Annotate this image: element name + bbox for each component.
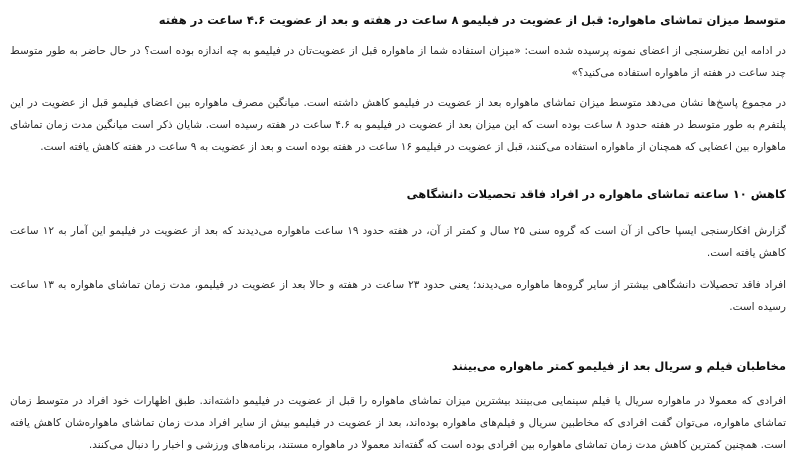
paragraph-age-group: گزارش افکارسنجی ایسپا حاکی از آن است که گروه سنی ۲۵ سال و کمتر از آن، در هفته حدود ۱۹ ساعت ماهواره می‌دیدند که بعد از عضویت در فیلیمو این آمار به ۱۲ ساعت کاهش یافته است.	[10, 225, 786, 259]
section-heading-education: کاهش ۱۰ ساعته تماشای ماهواره در افراد فاقد تحصیلات دانشگاهی	[406, 187, 786, 201]
section-heading-film-series-viewers: مخاطبان فیلم و سریال بعد از فیلیمو کمتر ماهواره می‌بینند	[451, 359, 786, 373]
paragraph-no-degree: افراد فاقد تحصیلات دانشگاهی بیشتر از سایر گروه‌ها ماهواره می‌دیدند؛ یعنی حدود ۲۳ ساعت در هفته و حالا بعد از عضویت در فیلیمو، مدت زمان تماشای ماهواره به ۱۳ ساعت رسیده است.	[10, 279, 786, 313]
section-heading-satellite-average: متوسط میزان تماشای ماهواره: قبل از عضویت در فیلیمو ۸ ساعت در هفته و بعد از عضویت ۴.۶ ساعت در هفته	[158, 13, 786, 27]
paragraph-survey-question: در ادامه این نظرسنجی از اعضای نمونه پرسیده شده است: «میزان استفاده شما از ماهواره قبل از عضویت‌تان در فیلیمو به چه اندازه بوده است؟ در حال حاضر به طور متوسط چند ساعت در هفته از ماهواره استفاده می‌کنید؟»	[10, 45, 786, 79]
paragraph-film-series-viewers: افرادی که معمولا در ماهواره سریال یا فیلم سینمایی می‌بینند بیشترین میزان تماشای ماهواره را قبل از عضویت در فیلیمو داشته‌اند. طبق اظهارات خود افراد در متوسط زمان تماشای ماهواره، می‌توان گفت افرادی که مخاطبین سریال و فیلم‌های ماهواره بوده‌اند، بعد از عضویت در فیلیمو بیش از سایر افراد مدت زمان تماشای ماهواره‌شان کاهش یافته است. همچنین کمترین کاهش مدت زمان تماشای ماهواره بین افرادی بوده است که گفته‌اند معمولا در ماهواره مستند، برنامه‌های ورزشی و اخبار را دنبال می‌کنند.	[10, 395, 786, 451]
paragraph-survey-results: در مجموع پاسخ‌ها نشان می‌دهد متوسط میزان تماشای ماهواره بعد از عضویت در فیلیمو کاهش داشته است. میانگین مصرف ماهواره بین اعضای فیلیمو قبل از عضویت در این پلتفرم به طور متوسط در هفته حدود ۸ ساعت بوده است که این میزان بعد از عضویت در فیلیمو به ۴.۶ ساعت در هفته رسیده است. شایان ذکر است میانگین مدت زمان تماشای ماهواره بین اعضایی که همچنان از ماهواره استفاده می‌کنند، قبل از عضویت در فیلیمو ۱۶ ساعت در هفته بوده است و بعد از عضویت به ۹ ساعت در هفته کاهش یافته است.	[10, 97, 786, 153]
